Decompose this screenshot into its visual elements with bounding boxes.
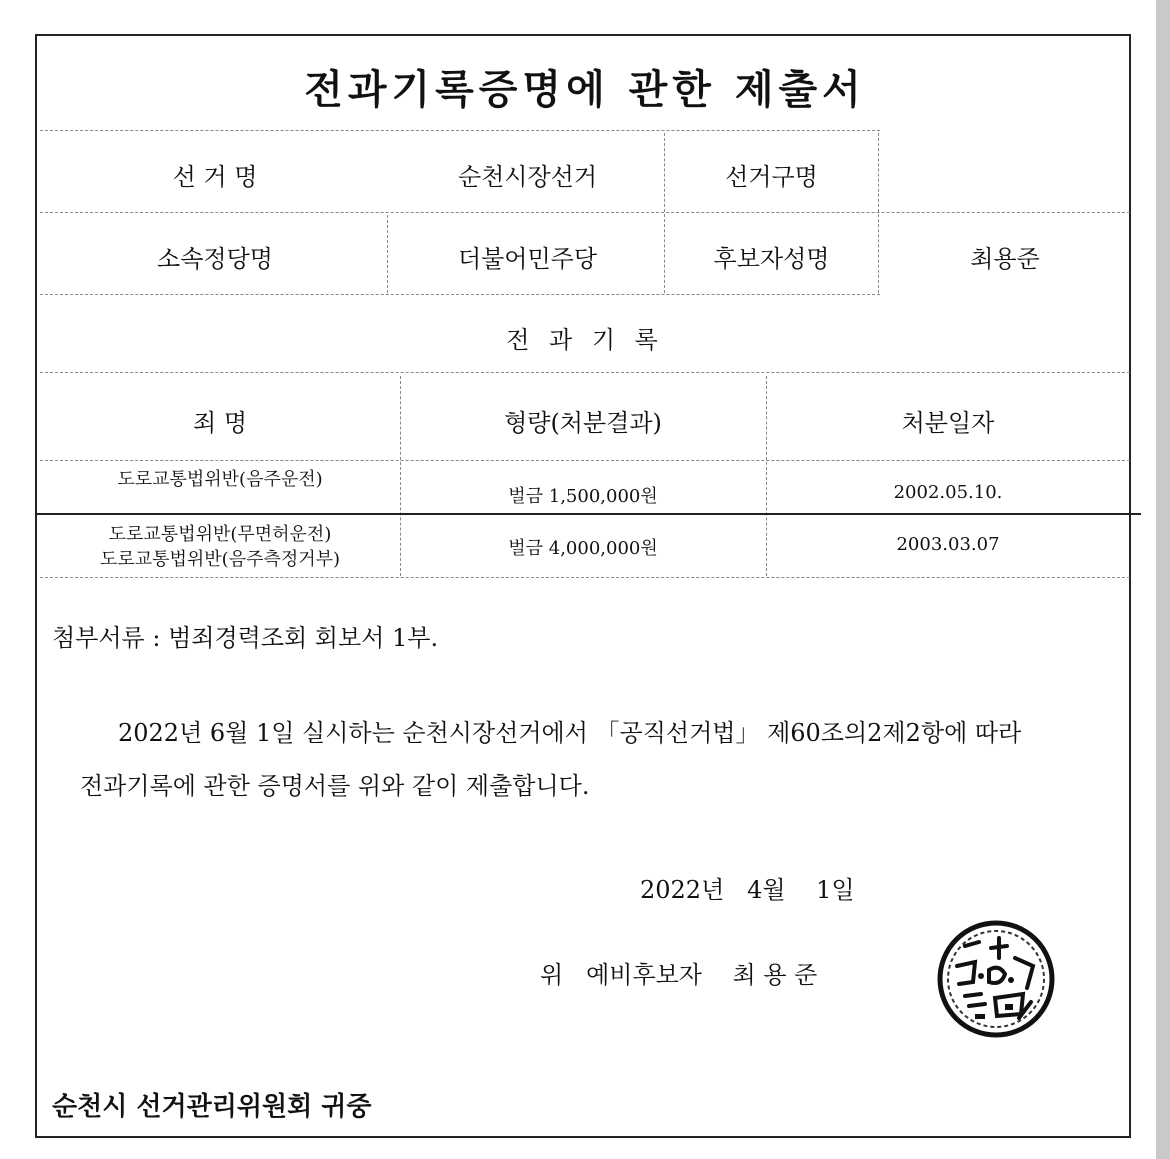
column-header-penalty: 형량(처분결과) bbox=[504, 409, 662, 437]
election-name-label: 선 거 명 bbox=[172, 163, 258, 191]
signer-line: 위 예비후보자 최 용 준 bbox=[540, 961, 818, 989]
candidate-value: 최용준 bbox=[970, 245, 1040, 273]
record-row-1-date: 2002.05.10. bbox=[893, 482, 1003, 503]
party-label: 소속정당명 bbox=[157, 245, 273, 273]
record-row-2-penalty: 벌금 4,000,000원 bbox=[508, 538, 658, 559]
party-value: 더불어민주당 bbox=[457, 245, 598, 273]
record-row-2-crime-1: 도로교통법위반(무면허운전) bbox=[108, 524, 332, 545]
divider bbox=[40, 130, 880, 131]
divider bbox=[40, 294, 880, 295]
column-header-crime: 죄 명 bbox=[193, 409, 247, 437]
attachment-line: 첨부서류 : 범죄경력조회 회보서 1부. bbox=[52, 624, 439, 652]
body-line-2: 전과기록에 관한 증명서를 위와 같이 제출합니다. bbox=[80, 772, 590, 800]
body-line-1: 2022년 6월 1일 실시하는 순천시장선거에서 「공직선거법」 제60조의2제2항에 따라 bbox=[118, 719, 1022, 747]
divider bbox=[40, 577, 1130, 578]
divider bbox=[40, 212, 1130, 213]
divider bbox=[878, 133, 879, 293]
record-row-2-crime-2: 도로교통법위반(음주측정거부) bbox=[99, 549, 341, 570]
record-row-2-date: 2003.03.07 bbox=[896, 534, 1000, 555]
record-section-title: 전 과 기 록 bbox=[506, 326, 664, 354]
document-title: 전과기록증명에 관한 제출서 bbox=[304, 67, 866, 113]
divider bbox=[40, 372, 1130, 373]
column-header-date: 처분일자 bbox=[901, 409, 995, 437]
submission-date: 2022년 4월 1일 bbox=[640, 876, 855, 904]
addressee-line: 순천시 선거관리위원회 귀중 bbox=[52, 1092, 372, 1122]
divider bbox=[35, 513, 1141, 515]
record-row-1-crime: 도로교통법위반(음주운전) bbox=[117, 469, 323, 490]
divider bbox=[40, 460, 1130, 461]
district-label: 선거구명 bbox=[725, 163, 818, 191]
record-row-1-penalty: 벌금 1,500,000원 bbox=[508, 486, 658, 507]
election-name-value: 순천시장선거 bbox=[457, 163, 598, 191]
seal-stamp-icon bbox=[935, 918, 1057, 1040]
candidate-label: 후보자성명 bbox=[713, 245, 830, 273]
page-edge-strip bbox=[1156, 0, 1170, 1159]
